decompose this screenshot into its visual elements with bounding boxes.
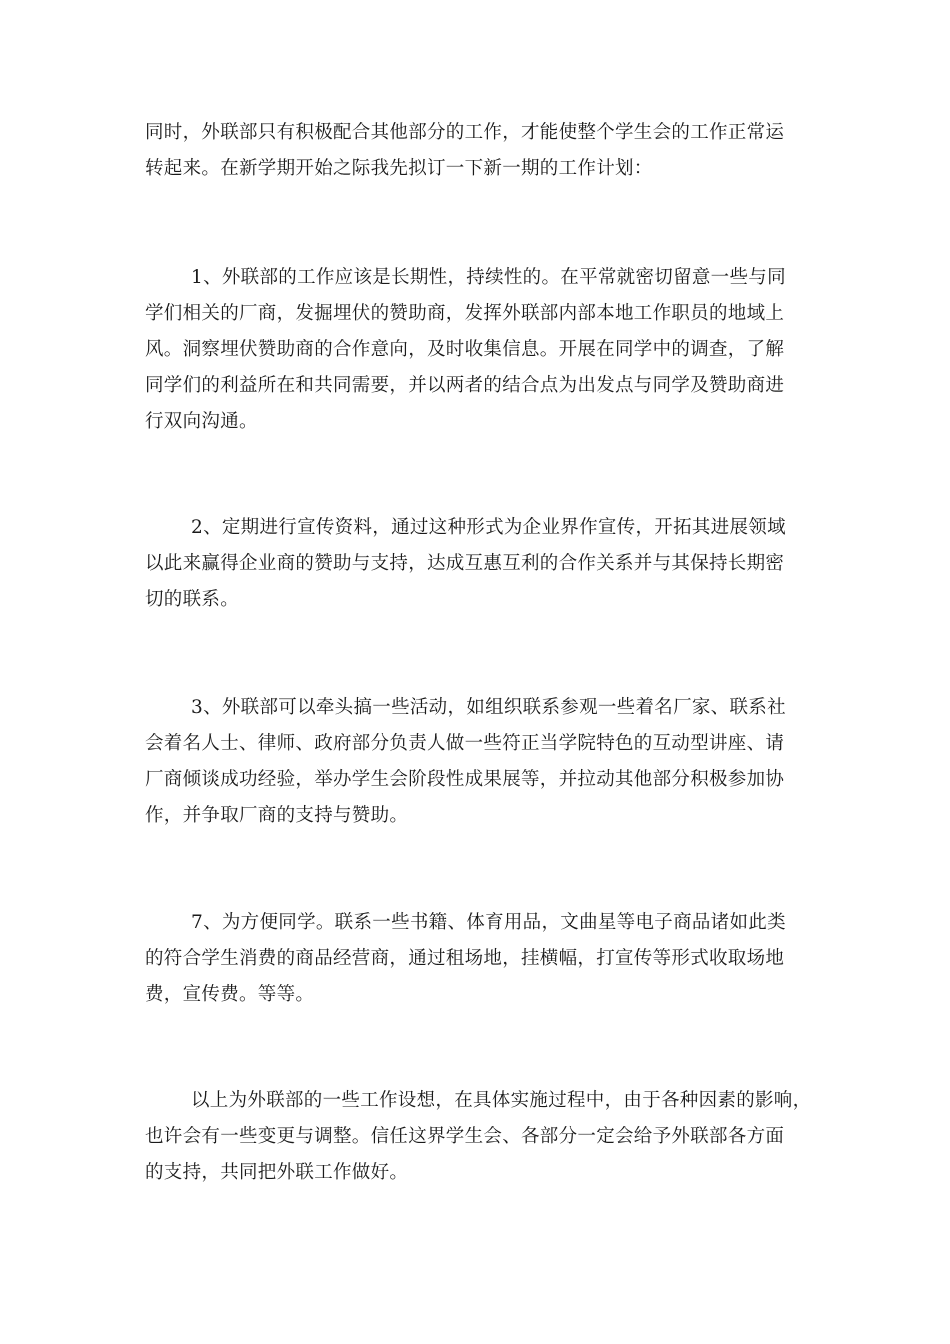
text-line: 2、定期进行宣传资料，通过这种形式为企业界作宣传，开拓其进展领域 bbox=[191, 517, 786, 538]
text-line: 同时，外联部只有积极配合其他部分的工作，才能使整个学生会的工作正常运 bbox=[145, 122, 785, 143]
text-line: 以上为外联部的一些工作设想，在具体实施过程中，由于各种因素的影响， bbox=[191, 1090, 812, 1111]
text-line: 转起来。在新学期开始之际我先拟订一下新一期的工作计划： bbox=[145, 158, 653, 179]
text-line: 行双向沟通。 bbox=[145, 411, 258, 432]
text-line: 的符合学生消费的商品经营商，通过租场地，挂横幅，打宣传等形式收取场地 bbox=[145, 948, 785, 969]
paragraph-intro bbox=[145, 115, 815, 187]
text-line: 会着名人士、律师、政府部分负责人做一些符正当学院特色的互动型讲座、请 bbox=[145, 733, 785, 754]
text-line: 同学们的利益所在和共同需要，并以两者的结合点为出发点与同学及赞助商进 bbox=[145, 375, 785, 396]
paragraph-conclusion bbox=[145, 1083, 815, 1191]
text-line: 厂商倾谈成功经验，举办学生会阶段性成果展等，并拉动其他部分积极参加协 bbox=[145, 769, 785, 790]
text-line: 也许会有一些变更与调整。信任这界学生会、各部分一定会给予外联部各方面 bbox=[145, 1126, 785, 1147]
text-line: 作，并争取厂商的支持与赞助。 bbox=[145, 805, 409, 826]
text-line: 风。洞察埋伏赞助商的合作意向，及时收集信息。开展在同学中的调查，了解 bbox=[145, 339, 785, 360]
text-line: 学们相关的厂商，发掘埋伏的赞助商，发挥外联部内部本地工作职员的地域上 bbox=[145, 303, 785, 324]
text-line: 3、外联部可以牵头搞一些活动，如组织联系参观一些着名厂家、联系社 bbox=[191, 697, 786, 718]
text-line: 以此来赢得企业商的赞助与支持，达成互惠互利的合作关系并与其保持长期密 bbox=[145, 553, 785, 574]
paragraph-item-1 bbox=[145, 260, 815, 440]
text-line: 1、外联部的工作应该是长期性，持续性的。在平常就密切留意一些与同 bbox=[191, 267, 786, 288]
text-line: 切的联系。 bbox=[145, 589, 240, 610]
text-line: 的支持，共同把外联工作做好。 bbox=[145, 1162, 409, 1183]
paragraph-item-3 bbox=[145, 690, 815, 834]
paragraph-item-2 bbox=[145, 510, 815, 618]
text-line: 费，宣传费。等等。 bbox=[145, 984, 315, 1005]
paragraph-item-7 bbox=[145, 905, 815, 1013]
text-line: 7、为方便同学。联系一些书籍、体育用品，文曲星等电子商品诸如此类 bbox=[191, 912, 786, 933]
